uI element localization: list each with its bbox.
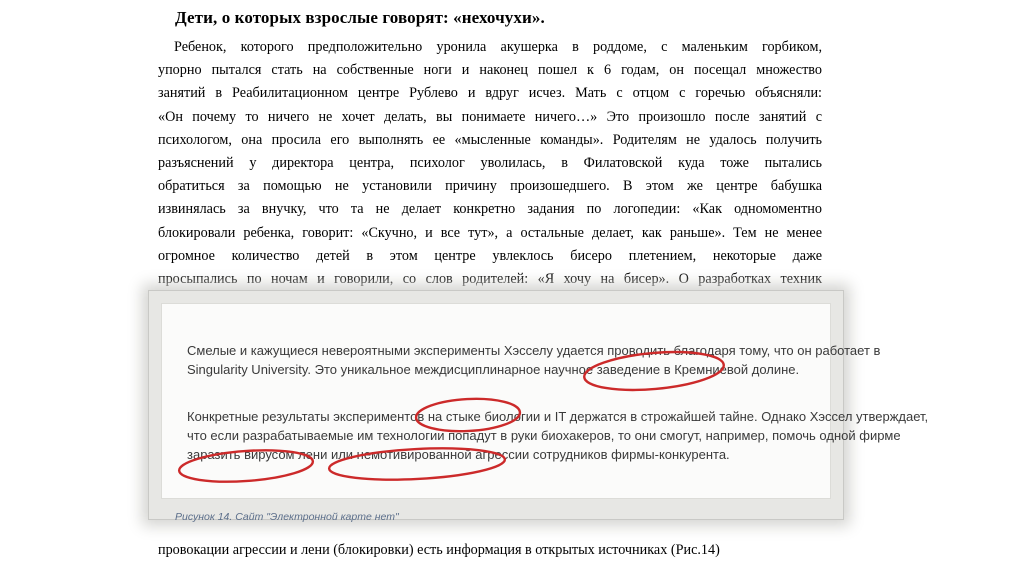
figure-paragraph-2: [187, 407, 929, 464]
figure-line: Конкретные результаты экспериментов на стыке биологии и IT держатся в строжайшей тайне. Однако Хэссел утверждает,: [187, 409, 929, 424]
figure-screenshot: [148, 290, 929, 520]
paragraph-line: огромное количество детей в этом центре увлеклось бисеро плетением, некоторые даже: [158, 247, 822, 264]
paragraph-line: блокировали ребенка, говорит: «Скучно, и все тут», а остальные делает, как раньше». Тем не менее: [158, 224, 822, 241]
paragraph-line: разъяснений у директора центра, психолог уволилась, в Филатовской куда тоже пытались: [158, 154, 822, 171]
main-paragraph: [158, 36, 822, 291]
paragraph-line: «Он почему то ничего не хочет делать, вы понимаете ничего…» Это произошло после занятий с: [158, 108, 822, 125]
figure-paragraph-1: [187, 341, 881, 379]
figure-line: Singularity University. Это уникальное междисциплинарное научное заведение в Кремниевой долине.: [187, 362, 800, 377]
paragraph-line: занятий в Реабилитационном центре Рублево и вдруг исчез. Мать с отцом с горечью объясняли:: [158, 85, 822, 102]
figure-caption: Рисунок 14. Сайт "Электронной карте нет": [175, 511, 399, 523]
document-title: Дети, о которых взрослые говорят: «нехочухи».: [175, 8, 545, 27]
paragraph-line: просыпались по ночам и говорили, со слов родителей: «Я хочу на бисер». О разработках техник: [158, 270, 822, 287]
paragraph-line: извинялась за внучку, что та не делает конкретно задания по логопедии: «Как одномоментно: [158, 201, 822, 218]
figure-line: Смелые и кажущиеся невероятными эксперименты Хэсселу удается проводить благодаря тому, что он работает в: [187, 343, 881, 358]
figure-line: заразить вирусом лени или немотивированной агрессии сотрудников фирмы-конкурента.: [187, 447, 730, 462]
figure-inner-page: [161, 303, 929, 499]
paragraph-line: Ребенок, которого предположительно уронила акушерка в роддоме, с маленьким горбиком,: [174, 39, 822, 55]
figure-line: что если разрабатываемые им технологии попадут в руки биохакеров, то они смогут, например, помочь одной фирме: [187, 428, 901, 443]
bottom-text-line: провокации агрессии и лени (блокировки) есть информация в открытых источниках (Рис.14): [158, 542, 720, 558]
paragraph-line: обратиться за помощью не установили причину произошедшего. В этом же центре бабушка: [158, 178, 822, 195]
paragraph-line: психологом, она просила его выполнять ее «мысленные команды». Родителям не удалось получить: [158, 131, 822, 148]
paragraph-line: упорно пытался стать на собственные ноги и наконец пошел к 6 годам, он посещал множество: [158, 62, 822, 79]
